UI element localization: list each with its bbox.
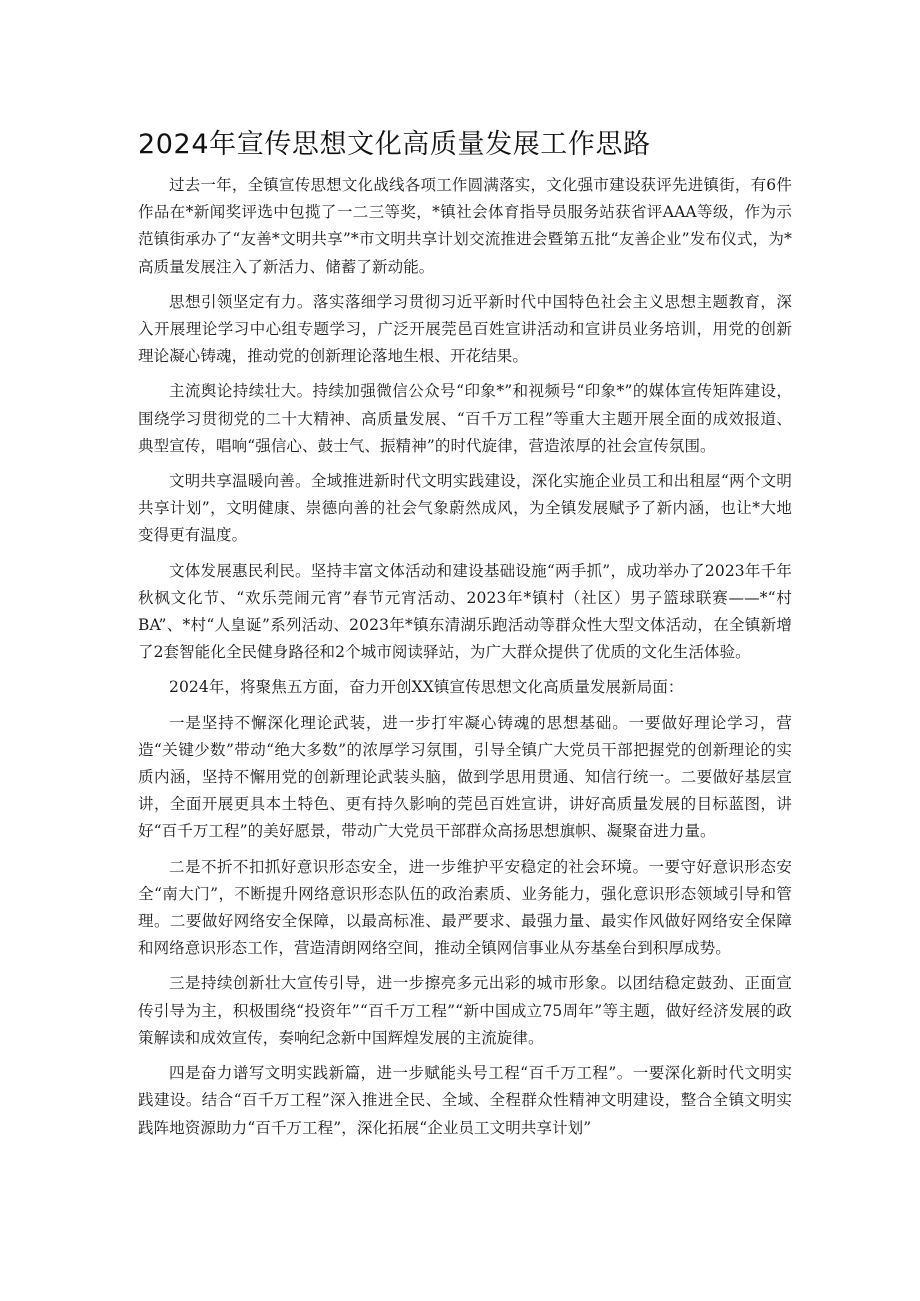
paragraph-review-intro: 过去一年，全镇宣传思想文化战线各项工作圆满落实，文化强市建设获评先进镇街，有6件作品在*新闻奖评选中包揽了一二三等奖，*镇社会体育指导员服务站获省评AAA等级，作为示范镇街承办了“友善*文明共享”*市文明共享计划交流推进会暨第五批“友善企业”发布仪式，为*高质量发展注入了新活力、储蓄了新动能。: [138, 176, 792, 276]
paragraph-ideological-guidance: 思想引领坚定有力。落实落细学习贯彻习近平新时代中国特色社会主义思想主题教育，深入开展理论学习中心组专题学习，广泛开展莞邑百姓宣讲活动和宣讲员业务培训，用党的创新理论凝心铸魂，推动党的创新理论落地生根、开花结果。: [138, 292, 792, 366]
paragraph-point-two-ideology-security: 二是不折不扣抓好意识形态安全，进一步维护平安稳定的社会环境。一要守好意识形态安全“南大门”，不断提升网络意识形态队伍的政治素质、业务能力，强化意识形态领域引导和管理。二要做好网络安全保障，以最高标准、最严要求、最强力量、最实作风做好网络安全保障和网络意识形态工作，营造清朗网络空间，推动全镇网信事业从夯基垒台到积厚成势。: [138, 857, 792, 958]
paragraph-point-three-publicity: 三是持续创新壮大宣传引导，进一步擦亮多元出彩的城市形象。以团结稳定鼓劲、正面宣传引导为主，积极围绕“投资年”“百千万工程”“新中国成立75周年”等主题，做好经济发展的政策解读和成效宣传，奏响纪念新中国辉煌发展的主流旋律。: [138, 974, 792, 1047]
paragraph-point-one-theory: 一是坚持不懈深化理论武装，进一步打牢凝心铸魂的思想基础。一要做好理论学习，营造“关键少数”带动“绝大多数”的浓厚学习氛围，引导全镇广大党员干部把握党的创新理论的实质内涵，坚持不懈用党的创新理论武装头脑，做到学思用贯通、知信行统一。二要做好基层宣讲，全面开展更具本土特色、更有持久影响的莞邑百姓宣讲，讲好高质量发展的目标蓝图，讲好“百千万工程”的美好愿景，带动广大党员干部群众高扬思想旗帜、凝聚奋进力量。: [138, 713, 792, 841]
document-title: 2024年宣传思想文化高质量发展工作思路: [138, 129, 651, 160]
paragraph-2024-plan-intro: 2024年，将聚焦五方面，奋力开创XX镇宣传思想文化高质量发展新局面：: [169, 678, 684, 697]
paragraph-culture-sports: 文体发展惠民利民。坚持丰富文体活动和建设基础设施“两手抓”，成功举办了2023年千年秋枫文化节、“欢乐莞闹元宵”春节元宵活动、2023年*镇村（社区）男子篮球联赛——*“村BA”、*村“人皇诞”系列活动、2023年*镇东清湖乐跑活动等群众性大型文体活动，在全镇新增了2套智能化全民健身路径和2个城市阅读驿站，为广大群众提供了优质的文化生活体验。: [138, 561, 792, 662]
paragraph-mainstream-opinion: 主流舆论持续壮大。持续加强微信公众号“印象*”和视频号“印象*”的媒体宣传矩阵建设，围绕学习贯彻党的二十大精神、高质量发展、“百千万工程”等重大主题开展全面的成效报道、典型宣传，唱响“强信心、鼓士气、振精神”的时代旋律，营造浓厚的社会宣传氛围。: [138, 382, 792, 455]
paragraph-point-four-civilization-practice: 四是奋力谱写文明实践新篇，进一步赋能头号工程“百千万工程”。一要深化新时代文明实践建设。结合“百千万工程”深入推进全民、全域、全程群众性精神文明建设，整合全镇文明实践阵地资源助力“百千万工程”，深化拓展“企业员工文明共享计划”: [138, 1064, 792, 1137]
paragraph-civilization-sharing: 文明共享温暖向善。全域推进新时代文明实践建设，深化实施企业员工和出租屋“两个文明共享计划”，文明健康、崇德向善的社会气象蔚然成风，为全镇发展赋予了新内涵，也让*大地变得更有温度。: [138, 472, 792, 545]
document-body: [138, 172, 792, 1150]
